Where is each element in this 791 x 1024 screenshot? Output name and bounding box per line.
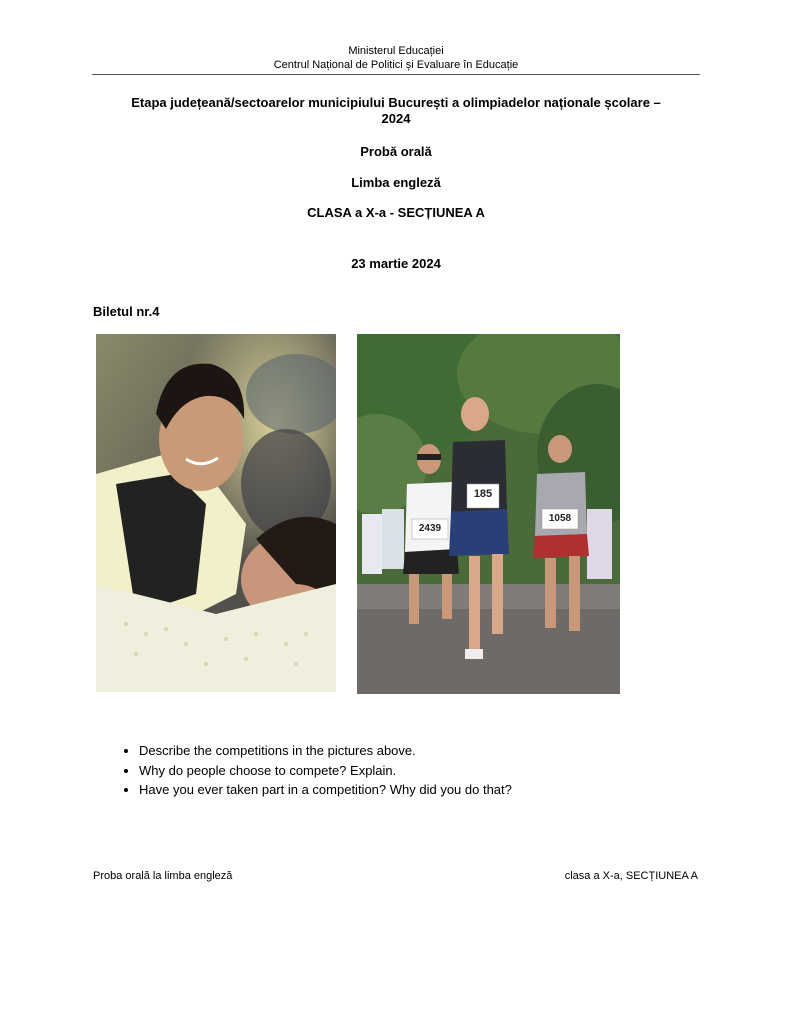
footer-class: clasa a X-a, SECȚIUNEA A (564, 870, 698, 882)
ticket-number: Biletul nr.4 (93, 304, 160, 319)
exam-type: Probă orală (360, 144, 432, 159)
question-item: • Why do people choose to compete? Explain. (139, 761, 512, 781)
bib-1058: 1058 (548, 513, 572, 524)
exam-date: 23 martie 2024 (351, 256, 441, 271)
ballroom-dance-photo (96, 334, 336, 692)
question-item: • Describe the competitions in the pictures above. (139, 741, 512, 761)
question-item: • Have you ever taken part in a competition? Why did you do that? (139, 780, 512, 800)
subject: Limba engleză (351, 175, 441, 190)
document-header (92, 45, 700, 72)
olympiad-title-line1: Etapa județeană/sectoarelor municipiului București a olimpiadelor naționale școlare – (131, 95, 661, 110)
olympiad-title-line2: 2024 (381, 111, 411, 126)
ministry-name: Ministerul Educației (348, 45, 444, 57)
marathon-runners-photo (357, 334, 620, 694)
question-list (92, 741, 512, 800)
bib-2439: 2439 (418, 523, 442, 534)
center-name: Centrul Național de Politici și Evaluare în Educație (273, 58, 519, 71)
class-section: CLASA a X-a - SECȚIUNEA A (307, 205, 485, 220)
olympiad-title (92, 95, 700, 127)
footer-subject: Proba orală la limba engleză (93, 870, 233, 882)
header-divider (92, 74, 700, 75)
bib-185: 185 (473, 488, 493, 500)
